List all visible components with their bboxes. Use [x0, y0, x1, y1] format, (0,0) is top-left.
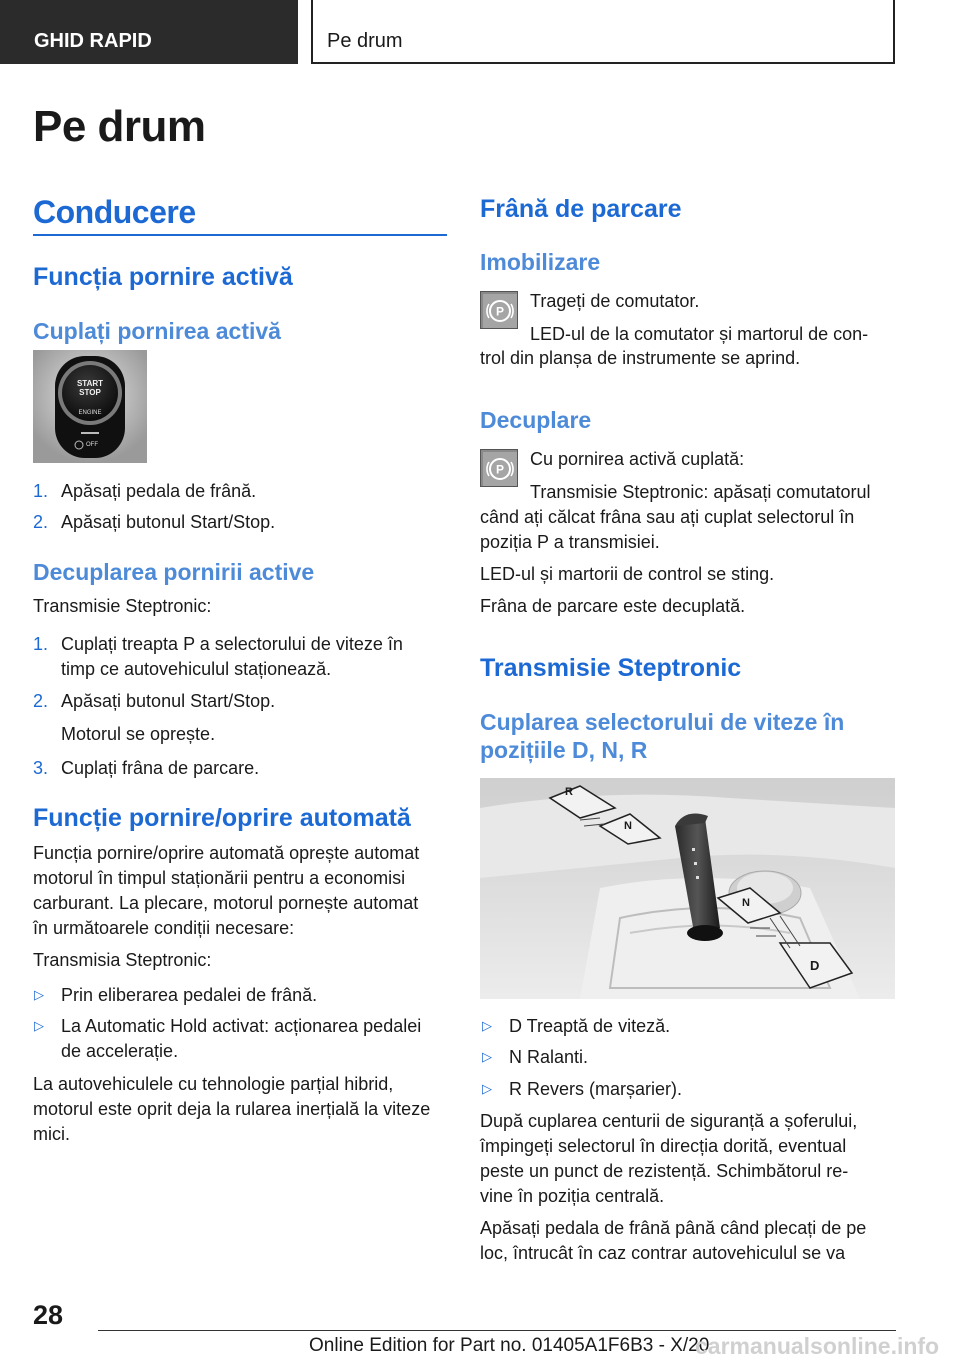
heading-cuplati-pornirea: Cuplați pornirea activă	[33, 318, 281, 344]
header-section-tab	[0, 0, 298, 64]
header-chapter-box	[311, 0, 895, 64]
bullet-text: La Automatic Hold activat: acționarea pedalei	[61, 1016, 422, 1036]
heading-cuplarea-selector-cont: pozițiile D, N, R	[480, 737, 648, 763]
svg-text:P: P	[495, 462, 505, 477]
bullet-triangle-icon: ▷	[34, 1018, 44, 1033]
gear-selector-illustration	[480, 778, 895, 999]
trans2-label: Transmisia Steptronic:	[33, 950, 212, 970]
heading-auto-start-stop: Funcție pornire/oprire automată	[33, 804, 411, 832]
page-title: Pe drum	[33, 102, 206, 151]
page-number: 28	[33, 1300, 64, 1330]
footer-rule	[98, 1330, 896, 1331]
parking-brake-icon	[480, 449, 518, 487]
svg-text:P: P	[495, 304, 505, 319]
header-chapter-label: Pe drum	[327, 30, 403, 52]
paragraph-line: trol din planșa de instrumente se aprind.	[480, 348, 801, 368]
gear-n-label: N	[742, 897, 750, 909]
heading-cuplarea-selector: Cuplarea selectorului de viteze în	[480, 709, 845, 735]
heading-functia-pornire: Funcția pornire activă	[33, 263, 293, 291]
watermark: carmanualsonline.info	[695, 1333, 940, 1359]
paragraph-line: peste un punct de rezistență. Schimbătorul re-	[480, 1161, 849, 1181]
gear-d-label: D	[810, 958, 820, 973]
step-text: Cuplați frâna de parcare.	[61, 758, 260, 778]
step-number: 1.	[33, 634, 49, 654]
paragraph-line: motorul este oprit deja la rularea inerțială la viteze	[33, 1099, 431, 1119]
step-number: 3.	[33, 758, 49, 778]
paragraph-line: Frâna de parcare este decuplată.	[480, 596, 746, 616]
paragraph-line: Transmisie Steptronic: apăsați comutatorul	[530, 482, 871, 502]
bullet-text: de accelerație.	[61, 1041, 179, 1061]
step-number: 2.	[33, 691, 49, 711]
bullet-text: R Revers (marșarier).	[509, 1079, 683, 1099]
footer-edition: Online Edition for Part no. 01405A1F6B3 - X/20	[309, 1335, 710, 1356]
heading-frana-parcare: Frână de parcare	[480, 195, 682, 223]
paragraph-line: împingeți selectorul în direcția dorită, eventual	[480, 1136, 847, 1156]
bullet-text: N Ralanti.	[509, 1047, 589, 1067]
paragraph-line: Cu pornirea activă cuplată:	[530, 449, 745, 469]
paragraph-line: carburant. La plecare, motorul pornește automat	[33, 893, 419, 913]
start-stop-button-image	[33, 350, 147, 463]
paragraph-line: LED-ul de la comutator și martorul de con-	[530, 324, 869, 344]
heading-rule	[33, 234, 447, 236]
bullet-text: D Treaptă de viteză.	[509, 1016, 671, 1036]
engine-label: ENGINE	[78, 410, 102, 416]
heading-transmisie-steptronic: Transmisie Steptronic	[480, 654, 742, 682]
step-text: Apăsați pedala de frână.	[61, 481, 257, 501]
paragraph-line: în următoarele condiții necesare:	[33, 918, 295, 938]
step-number: 2.	[33, 512, 49, 532]
bullet-text: Prin eliberarea pedalei de frână.	[61, 985, 318, 1005]
step-text: Motorul se oprește.	[61, 724, 216, 744]
paragraph-line: Trageți de comutator.	[530, 291, 700, 311]
step-text: Apăsați butonul Start/Stop.	[61, 691, 276, 711]
paragraph-line: când ați călcat frâna sau ați cuplat selectorul în	[480, 507, 855, 527]
start-label: START	[76, 379, 104, 388]
paragraph-line: loc, întrucât în caz contrar autovehiculul se va	[480, 1243, 846, 1263]
bullet-triangle-icon: ▷	[34, 987, 44, 1002]
heading-imobilizare: Imobilizare	[480, 249, 601, 275]
paragraph-line: La autovehiculele cu tehnologie parțial hibrid,	[33, 1074, 394, 1094]
off-label: OFF	[86, 442, 98, 448]
paragraph-line: Funcția pornire/oprire automată oprește automat	[33, 843, 420, 863]
paragraph-line: Apăsați pedala de frână până când plecați de pe	[480, 1218, 867, 1238]
heading-conducere: Conducere	[33, 194, 196, 230]
parking-brake-icon	[480, 291, 518, 329]
heading-decuplare: Decuplare	[480, 407, 592, 433]
heading-decuplarea: Decuplarea pornirii active	[33, 559, 315, 585]
step-text: Apăsați butonul Start/Stop.	[61, 512, 276, 532]
paragraph-line: mici.	[33, 1124, 70, 1144]
paragraph-line: vine în poziția centrală.	[480, 1186, 665, 1206]
paragraph-line: LED-ul și martorii de control se sting.	[480, 564, 775, 584]
paragraph-line: motorul în timpul staționării pentru a economisi	[33, 868, 406, 888]
gear-r-label: R	[565, 786, 573, 798]
stop-label: STOP	[79, 388, 101, 397]
bullet-triangle-icon: ▷	[482, 1081, 492, 1096]
trans-label: Transmisie Steptronic:	[33, 596, 212, 616]
header-section-label: GHID RAPID	[34, 30, 152, 52]
step-text: timp ce autovehiculul staționează.	[61, 659, 332, 679]
gear-selector-image	[480, 778, 895, 999]
paragraph-line: poziția P a transmisiei.	[480, 532, 660, 552]
step-number: 1.	[33, 481, 49, 501]
step-text: Cuplați treapta P a selectorului de viteze în	[61, 634, 403, 654]
bullet-triangle-icon: ▷	[482, 1049, 492, 1064]
paragraph-line: După cuplarea centurii de siguranță a șoferului,	[480, 1111, 858, 1131]
gear-n-label: N	[624, 820, 632, 832]
bullet-triangle-icon: ▷	[482, 1018, 492, 1033]
